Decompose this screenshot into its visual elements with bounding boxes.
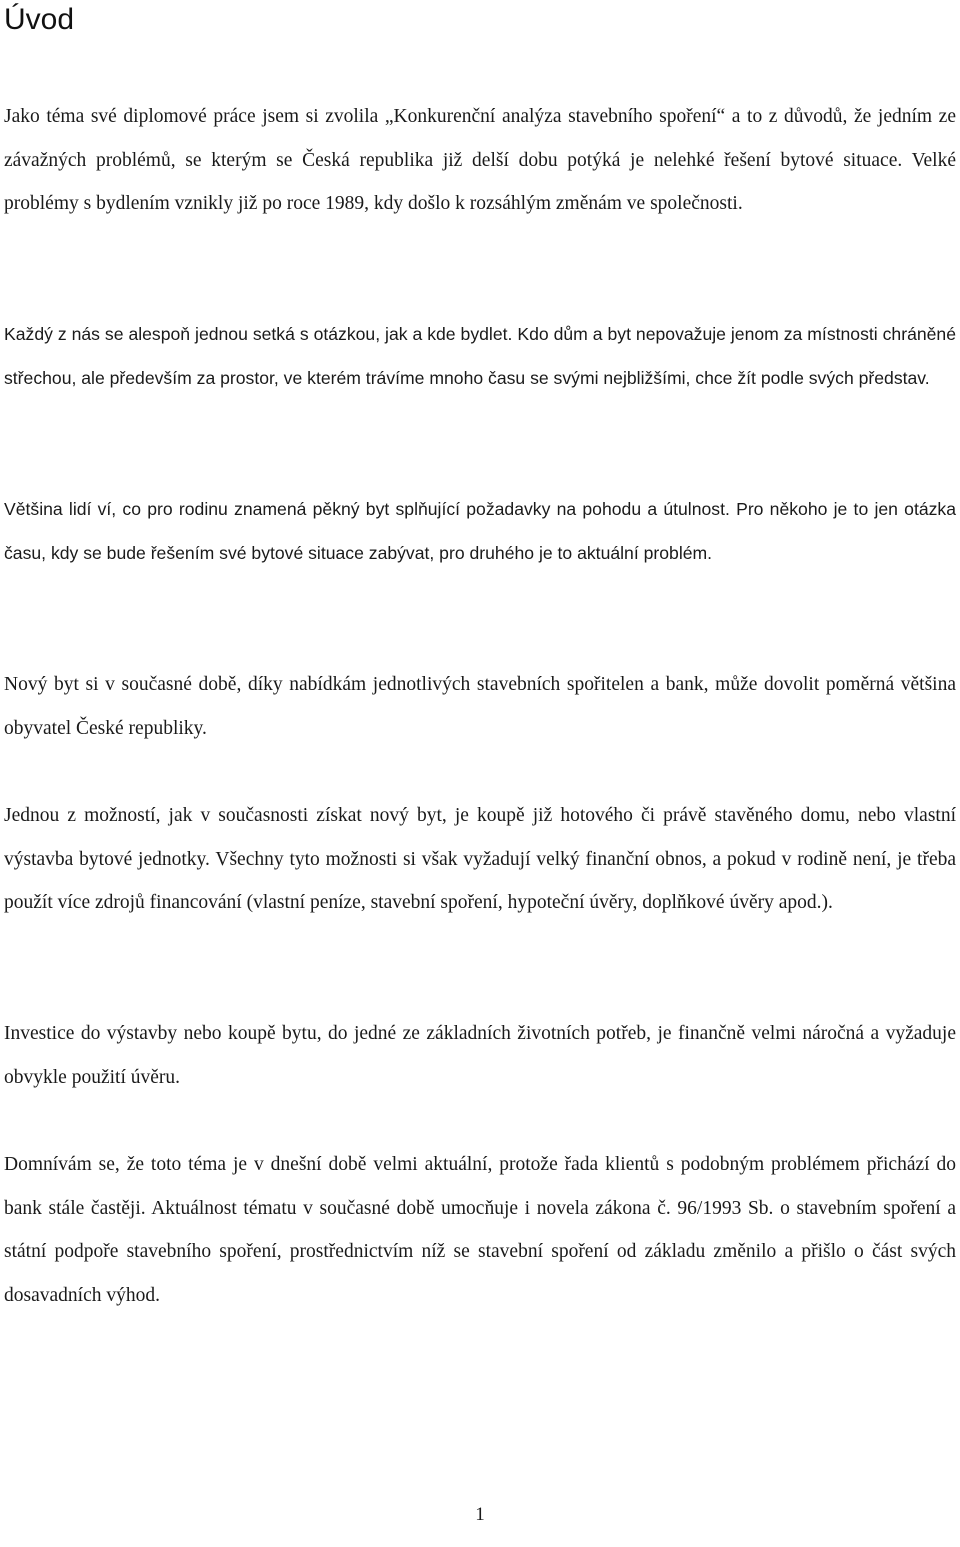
page-number: 1 (475, 1504, 485, 1525)
paragraph-6: Investice do výstavby nebo koupě bytu, do jedné ze základních životních potřeb, je finančně velmi náročná a vyžaduje obvykle použití úvěru. (4, 1023, 956, 1088)
page-heading: Úvod (4, 3, 75, 36)
paragraph-1: Jako téma své diplomové práce jsem si zvolila „Konkurenční analýza stavebního spoření“ a to z důvodů, že jedním ze závažných problémů, se kterým se Česká republika již delší dobu potýká je nelehké řešení bytové situace. Velké problémy s bydlením vznikly již po roce 1989, kdy došlo k rozsáhlým změnám ve společnosti. (4, 106, 956, 215)
paragraph-5: Jednou z možností, jak v současnosti získat nový byt, je koupě již hotového či právě stavěného domu, nebo vlastní výstavba bytové jednotky. Všechny tyto možnosti si však vyžadují velký finanční obnos, a pokud v rodině není, je třeba použít více zdrojů financování (vlastní peníze, stavební spoření, hypoteční úvěry, doplňkové úvěry apod.). (4, 805, 956, 914)
paragraph-7: Domnívám se, že toto téma je v dnešní době velmi aktuální, protože řada klientů s podobným problémem přichází do bank stále častěji. Aktuálnost tématu v současné době umocňuje i novela zákona č. 96/1993 Sb. o stavebním spoření a státní podpoře stavebního spoření, prostřednictvím níž se stavební spoření od základu změnilo a přišlo o část svých dosavadních výhod. (4, 1154, 956, 1306)
paragraph-4: Nový byt si v současné době, díky nabídkám jednotlivých stavebních spořitelen a bank, může dovolit poměrná většina obyvatel České republiky. (4, 674, 956, 739)
paragraph-2: Každý z nás se alespoň jednou setká s otázkou, jak a kde bydlet. Kdo dům a byt nepovažuje jenom za místnosti chráněné střechou, ale především za prostor, ve kterém trávíme mnoho času se svými nejbližšími, chce žít podle svých představ. (4, 324, 956, 388)
paragraph-3: Většina lidí ví, co pro rodinu znamená pěkný byt splňující požadavky na pohodu a útulnost. Pro někoho je to jen otázka času, kdy se bude řešením své bytové situace zabývat, pro druhého je to aktuální problém. (4, 499, 956, 563)
